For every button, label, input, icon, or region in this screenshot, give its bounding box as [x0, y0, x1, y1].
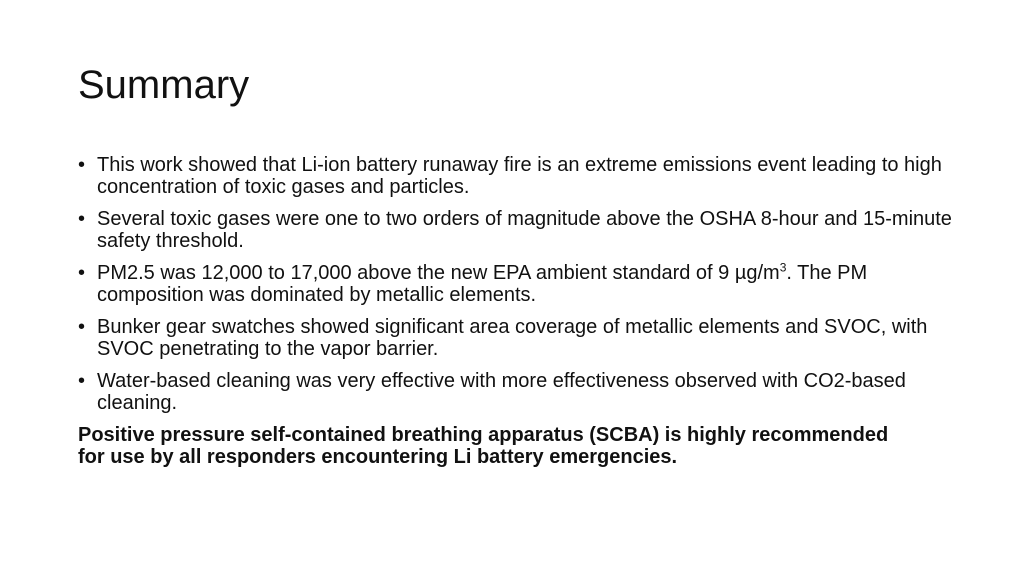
slide-title: Summary	[78, 63, 250, 107]
bullet-item	[78, 262, 958, 306]
bullet-text: Several toxic gases were one to two orders of magnitude above the OSHA 8-hour and 15-minute safety threshold.	[97, 208, 952, 252]
bullet-text-end: . The PM composition was dominated by metallic elements.	[97, 262, 868, 306]
bullet-icon: •	[78, 316, 86, 338]
bullet-text: Water-based cleaning was very effective with more effectiveness observed with CO2-based cleaning.	[97, 370, 906, 414]
bullet-text: This work showed that Li-ion battery runaway fire is an extreme emissions event leading to high concentration of toxic gases and particles.	[97, 154, 942, 198]
bullet-icon: •	[78, 154, 86, 176]
bullet-icon: •	[78, 262, 86, 284]
bullet-item	[78, 154, 958, 198]
bullet-item	[78, 370, 958, 414]
conclusion-statement: Positive pressure self-contained breathing apparatus (SCBA) is highly recommended for use by all responders encountering Li battery emergencies.	[78, 424, 889, 468]
bullet-text: Bunker gear swatches showed significant area coverage of metallic elements and SVOC, with SVOC penetrating to the vapor barrier.	[97, 316, 928, 360]
bullet-icon: •	[78, 208, 86, 230]
bullet-list	[78, 154, 958, 414]
bullet-item	[78, 316, 958, 360]
bullet-text-start: PM2.5 was 12,000 to 17,000 above the new EPA ambient standard of 9 µg/m	[97, 262, 780, 284]
slide-content	[78, 154, 958, 468]
bullet-icon: •	[78, 370, 86, 392]
bullet-item	[78, 208, 958, 252]
superscript-exponent: 3	[779, 260, 787, 275]
